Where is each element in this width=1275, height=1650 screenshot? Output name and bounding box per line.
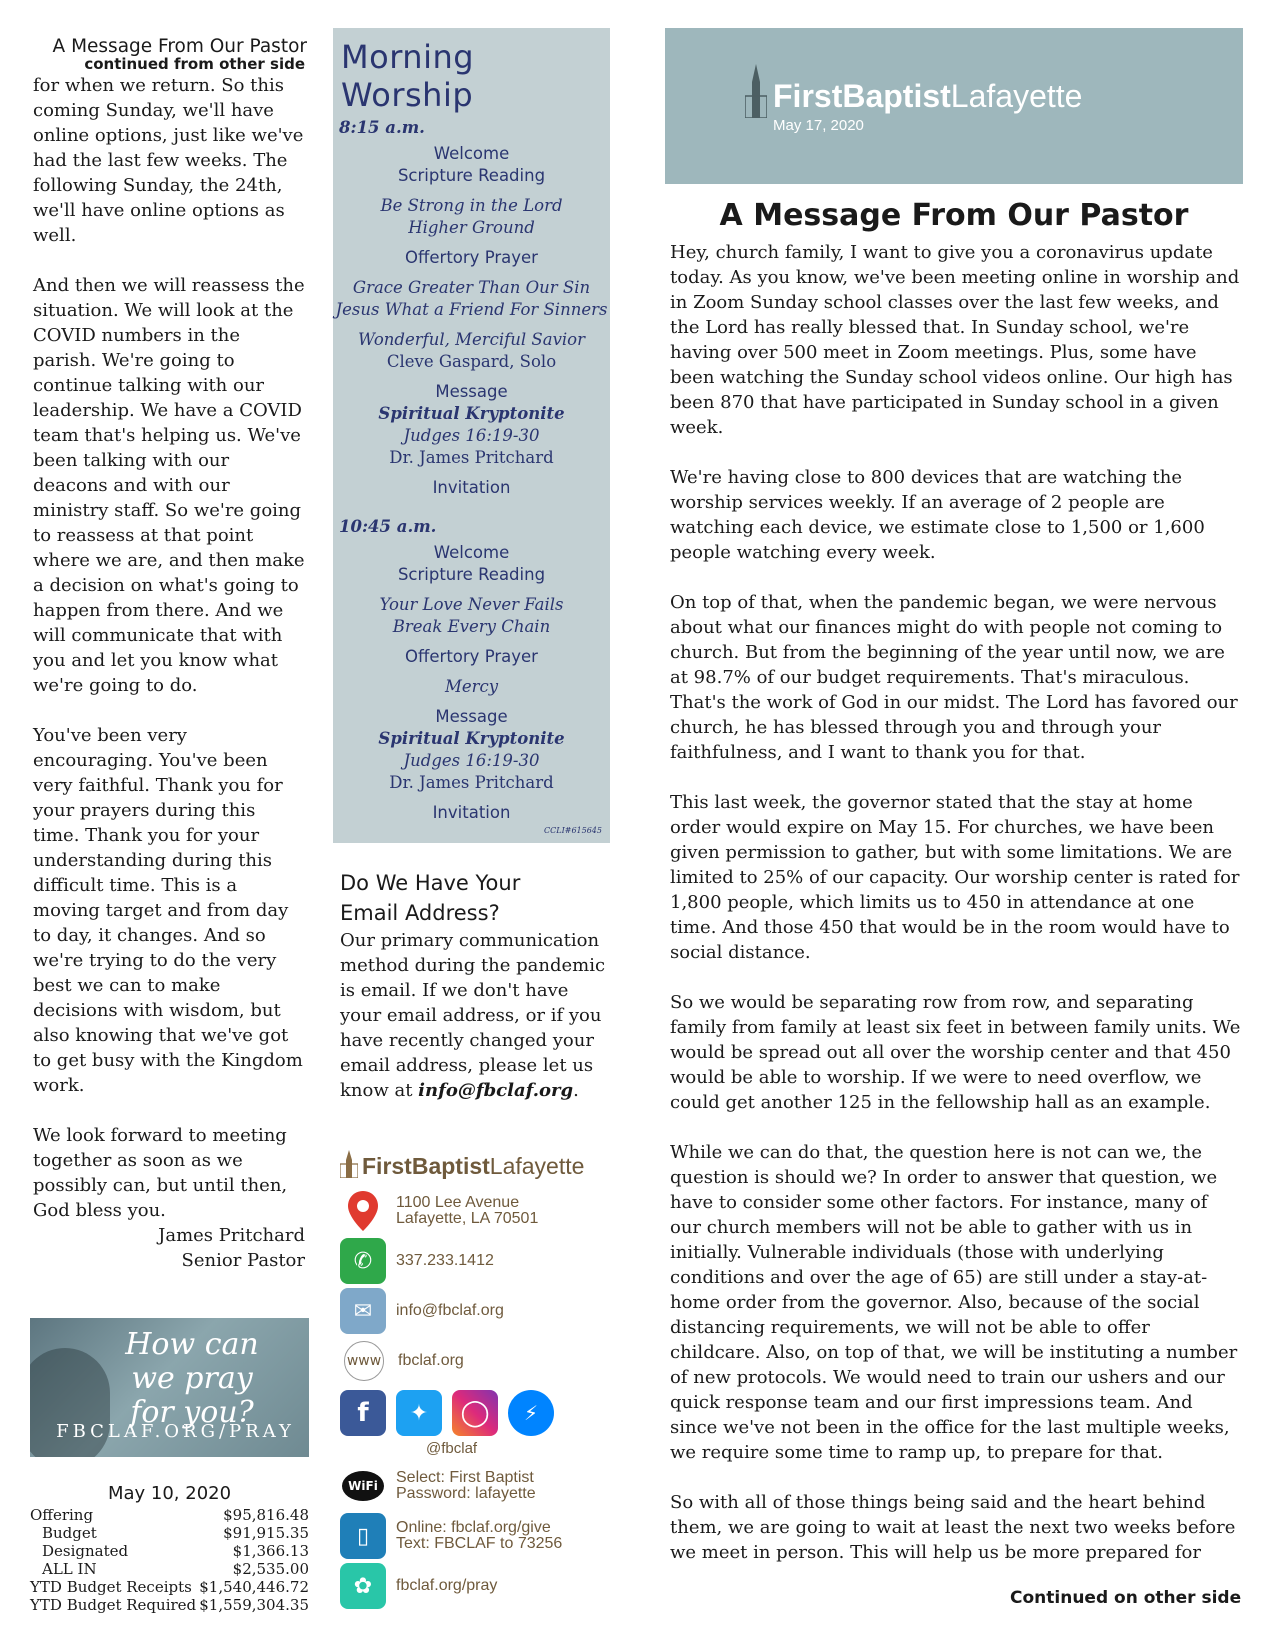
website-link[interactable]: fbclaf.org <box>398 1352 464 1369</box>
continued-paragraph: We look forward to meeting together as soon as we possibly can, but until then, God bless you. <box>33 1125 288 1221</box>
offering-value: $91,915.35 <box>223 1524 309 1542</box>
offering-value: $95,816.48 <box>223 1506 309 1524</box>
email-body-end: . <box>573 1080 579 1101</box>
steeple-icon <box>745 64 767 118</box>
email-heading-line1: Do We Have Your <box>340 871 521 895</box>
email-body-text: Our primary communication method during the pandemic is email. If we don't have your email address, or if you have recently changed your email address, please let us know at <box>340 930 606 1101</box>
twitter-icon[interactable]: ✦ <box>396 1390 442 1436</box>
address-line: Lafayette, LA 70501 <box>396 1210 539 1227</box>
email-link[interactable]: info@fbclaf.org <box>418 1080 574 1101</box>
offering-label: Designated <box>42 1542 129 1560</box>
offering-row <box>30 1578 309 1596</box>
give-online[interactable]: Online: fbclaf.org/give <box>396 1519 551 1536</box>
offertory-item: Offertory Prayer <box>405 248 538 267</box>
sermon-text: Judges 16:19-30 <box>403 751 540 770</box>
song-title: Be Strong in the Lord <box>380 196 563 215</box>
address-row <box>340 1186 615 1236</box>
scripture-item: Scripture Reading <box>397 166 546 185</box>
continued-paragraph: You've been very encouraging. You've been very faithful. Thank you for your prayers during this time. Thank you for your understanding during this difficult time. This is a moving target and from day to day, it changes. And so we're trying to do the very best we can to make decisions with wisdom, but also knowing that we've got to get busy with the Kingdom work. <box>33 725 303 1096</box>
email-heading-line2: Email Address? <box>340 901 500 925</box>
song-title: Mercy <box>444 677 499 696</box>
messenger-icon[interactable]: ⚡ <box>508 1390 554 1436</box>
praying-hands-icon: ✿ <box>340 1563 386 1609</box>
offering-value: $1,540,446.72 <box>199 1578 309 1596</box>
song-title: Jesus What a Friend For Sinners <box>335 300 608 319</box>
mail-icon: ✉ <box>340 1288 386 1334</box>
welcome-item: Welcome <box>433 543 510 562</box>
song-title: Break Every Chain <box>392 617 551 636</box>
preacher: Dr. James Pritchard <box>389 448 554 467</box>
offering-row <box>30 1596 309 1614</box>
invitation-item: Invitation <box>432 803 511 822</box>
banner-line: How can <box>125 1327 259 1362</box>
web-row <box>340 1336 615 1386</box>
continued-paragraph: for when we return. So this coming Sunday, we'll have online options, just like we've had the last few weeks. The following Sunday, the 24th, we'll have online options as well. <box>33 75 304 246</box>
wifi-text <box>396 1470 536 1502</box>
prayer-banner[interactable] <box>30 1318 309 1457</box>
pastor-message-continued <box>33 36 305 1273</box>
globe-icon: www <box>344 1341 384 1381</box>
prayer-banner-headline <box>92 1328 292 1430</box>
song-title: Wonderful, Merciful Savior <box>358 330 585 349</box>
welcome-item: Welcome <box>433 144 510 163</box>
social-icons <box>340 1390 615 1436</box>
phone-row <box>340 1236 615 1286</box>
logo-text-light: Lafayette <box>489 1153 585 1179</box>
facebook-icon[interactable]: f <box>340 1390 386 1436</box>
scripture-item: Scripture Reading <box>397 565 546 584</box>
song-title: Your Love Never Fails <box>379 595 564 614</box>
continued-note: Continued on other side <box>1010 1588 1242 1608</box>
social-handle: @fbclaf <box>426 1440 478 1457</box>
message-paragraph: We're having close to 800 devices that are watching the worship services weekly. If an average of 2 people are watching each device, we estimate close to 1,500 or 1,600 people watching every week. <box>670 467 1205 563</box>
invitation-item: Invitation <box>432 478 511 497</box>
email-body <box>340 928 610 1103</box>
church-logo <box>340 1150 615 1180</box>
offering-label: Budget <box>42 1524 97 1542</box>
banner-line: we pray <box>131 1361 253 1396</box>
email-row <box>340 1286 615 1336</box>
offertory-item: Offertory Prayer <box>405 647 538 666</box>
prayer-banner-url: FBCLAF.ORG/PRAY <box>56 1421 295 1442</box>
signature-title: Senior Pastor <box>181 1250 305 1271</box>
message-paragraph: So with all of those things being said and the heart behind them, we are going to wait at least the next two weeks before we meet in person. This will help us be more prepared for <box>670 1492 1236 1563</box>
worship-order <box>333 28 610 843</box>
logo-steeple-icon <box>340 1150 358 1178</box>
offering-date: May 10, 2020 <box>107 1483 232 1504</box>
worship-title: Morning Worship <box>341 38 475 114</box>
offering-row <box>30 1560 309 1578</box>
mobile-giving-icon: ▯ <box>340 1513 386 1559</box>
signature-name: James Pritchard <box>158 1225 305 1246</box>
offering-row <box>30 1542 309 1560</box>
continued-heading: A Message From Our Pastor <box>52 36 307 57</box>
address-line: 1100 Lee Avenue <box>396 1194 520 1211</box>
message-paragraph: While we can do that, the question here is not can we, the question is should we? In order to answer that question, we have to consider some other factors. For instance, many of our church members will not be able to gather with us in initially. Vulnerable individuals (those with underlying conditions and over the age of 65) are still under a stay-at-home order from the governor. Also, because of the social distancing requirements, we will not be able to offer childcare. Also, on top of that, we will be instituting a number of new protocols. We would need to train our ushers and our quick response team and our first impressions team. And since we've not been in the office for the last multiple weeks, we require some time to ramp up, to prepare for that. <box>670 1142 1238 1463</box>
newsletter-date: May 17, 2020 <box>773 117 864 134</box>
phone-icon: ✆ <box>340 1238 386 1284</box>
masthead-logo <box>773 78 1082 115</box>
sermon-title: Spiritual Kryptonite <box>378 404 565 423</box>
logo-text-bold: FirstBaptist <box>362 1153 490 1179</box>
continued-subheading: continued from other side <box>84 55 305 73</box>
address-text <box>396 1195 538 1227</box>
wifi-password: Password: lafayette <box>396 1485 536 1502</box>
sermon-title: Spiritual Kryptonite <box>378 729 565 748</box>
offering-row <box>30 1524 309 1542</box>
contact-info <box>340 1150 615 1611</box>
song-title: Grace Greater Than Our Sin <box>352 278 591 297</box>
message-paragraph: Hey, church family, I want to give you a coronavirus update today. As you know, we've been meeting online in worship and in Zoom Sunday school classes over the last few weeks, and the Lord has really blessed that. In Sunday school, we're having over 500 meet in Zoom meetings. Plus, some have been watching the Sunday school videos online. Our high has been 870 that have participated in Sunday school in a given week. <box>670 242 1240 438</box>
message-item: Message <box>435 707 508 726</box>
offering-value: $2,535.00 <box>232 1560 309 1578</box>
message-paragraph: This last week, the governor stated that the stay at home order would expire on May 15. For churches, we have been given permission to gather, but with some limitations. We are limited to 25% of our capacity. Our worship center is rated for 1,800 people, which limits us to 450 in attendance at one time. And those 450 that would be in the room would have to social distance. <box>670 792 1240 963</box>
offering-row <box>30 1506 309 1524</box>
phone-number[interactable]: 337.233.1412 <box>396 1252 494 1269</box>
give-text <box>396 1520 562 1552</box>
logo-text-bold: FirstBaptist <box>773 78 951 114</box>
banner-line: for you? <box>130 1395 254 1430</box>
continued-paragraph: And then we will reassess the situation. We will look at the COVID numbers in the parish. We're going to continue talking with our leadership. We have a COVID team that's helping us. We've been talking with our deacons and with our ministry staff. So we're going to reassess at that point where we are, and then make a decision on what's going to happen from there. And we will communicate that with you and let you know what we're going to do. <box>33 275 305 696</box>
message-paragraph: So we would be separating row from row, and separating family from family at least six feet in between family units. We would be spread out all over the worship center and that 450 would be able to worship. If we were to need overflow, we could get another 125 in the fellowship hall as an example. <box>670 992 1241 1113</box>
offering-label: Offering <box>30 1506 94 1524</box>
give-text-line: Text: FBCLAF to 73256 <box>396 1535 563 1552</box>
offering-label: ALL IN <box>42 1560 97 1578</box>
sermon-text: Judges 16:19-30 <box>403 426 540 445</box>
pray-link[interactable]: fbclaf.org/pray <box>396 1577 498 1594</box>
give-row <box>340 1511 615 1561</box>
instagram-icon[interactable]: ◯ <box>452 1390 498 1436</box>
preacher: Dr. James Pritchard <box>389 773 554 792</box>
service-time: 10:45 a.m. <box>339 517 437 536</box>
newsletter-masthead <box>665 28 1243 184</box>
wifi-row <box>340 1461 615 1511</box>
ccli-number: CCLI#615645 <box>544 826 602 835</box>
message-body <box>670 240 1242 1590</box>
wifi-network: Select: First Baptist <box>396 1469 534 1486</box>
message-title: A Message From Our Pastor <box>719 198 1189 233</box>
message-paragraph: On top of that, when the pandemic began, we were nervous about what our finances might do with people not coming to church. But from the beginning of the year until now, we are at 98.7% of our budget requirements. That's miraculous. That's the work of God in our midst. The Lord has favored our church, he has blessed through you and through your faithfulness, and I want to thank you for that. <box>670 592 1238 763</box>
offering-value: $1,559,304.35 <box>199 1596 309 1614</box>
service-time: 8:15 a.m. <box>339 118 425 137</box>
message-item: Message <box>435 382 508 401</box>
contact-email[interactable]: info@fbclaf.org <box>396 1302 504 1319</box>
offering-value: $1,366.13 <box>232 1542 309 1560</box>
wifi-icon: WiFi <box>342 1471 384 1501</box>
offering-label: YTD Budget Receipts <box>30 1578 192 1596</box>
logo-text-light: Lafayette <box>950 78 1083 114</box>
song-title: Higher Ground <box>408 218 535 237</box>
email-address-notice <box>340 868 610 1103</box>
offering-label: YTD Budget Required <box>30 1596 197 1614</box>
offering-report <box>30 1483 309 1614</box>
continued-text <box>33 73 305 1223</box>
pray-row <box>340 1561 615 1611</box>
soloist: Cleve Gaspard, Solo <box>386 352 557 371</box>
location-pin-icon <box>340 1188 386 1234</box>
